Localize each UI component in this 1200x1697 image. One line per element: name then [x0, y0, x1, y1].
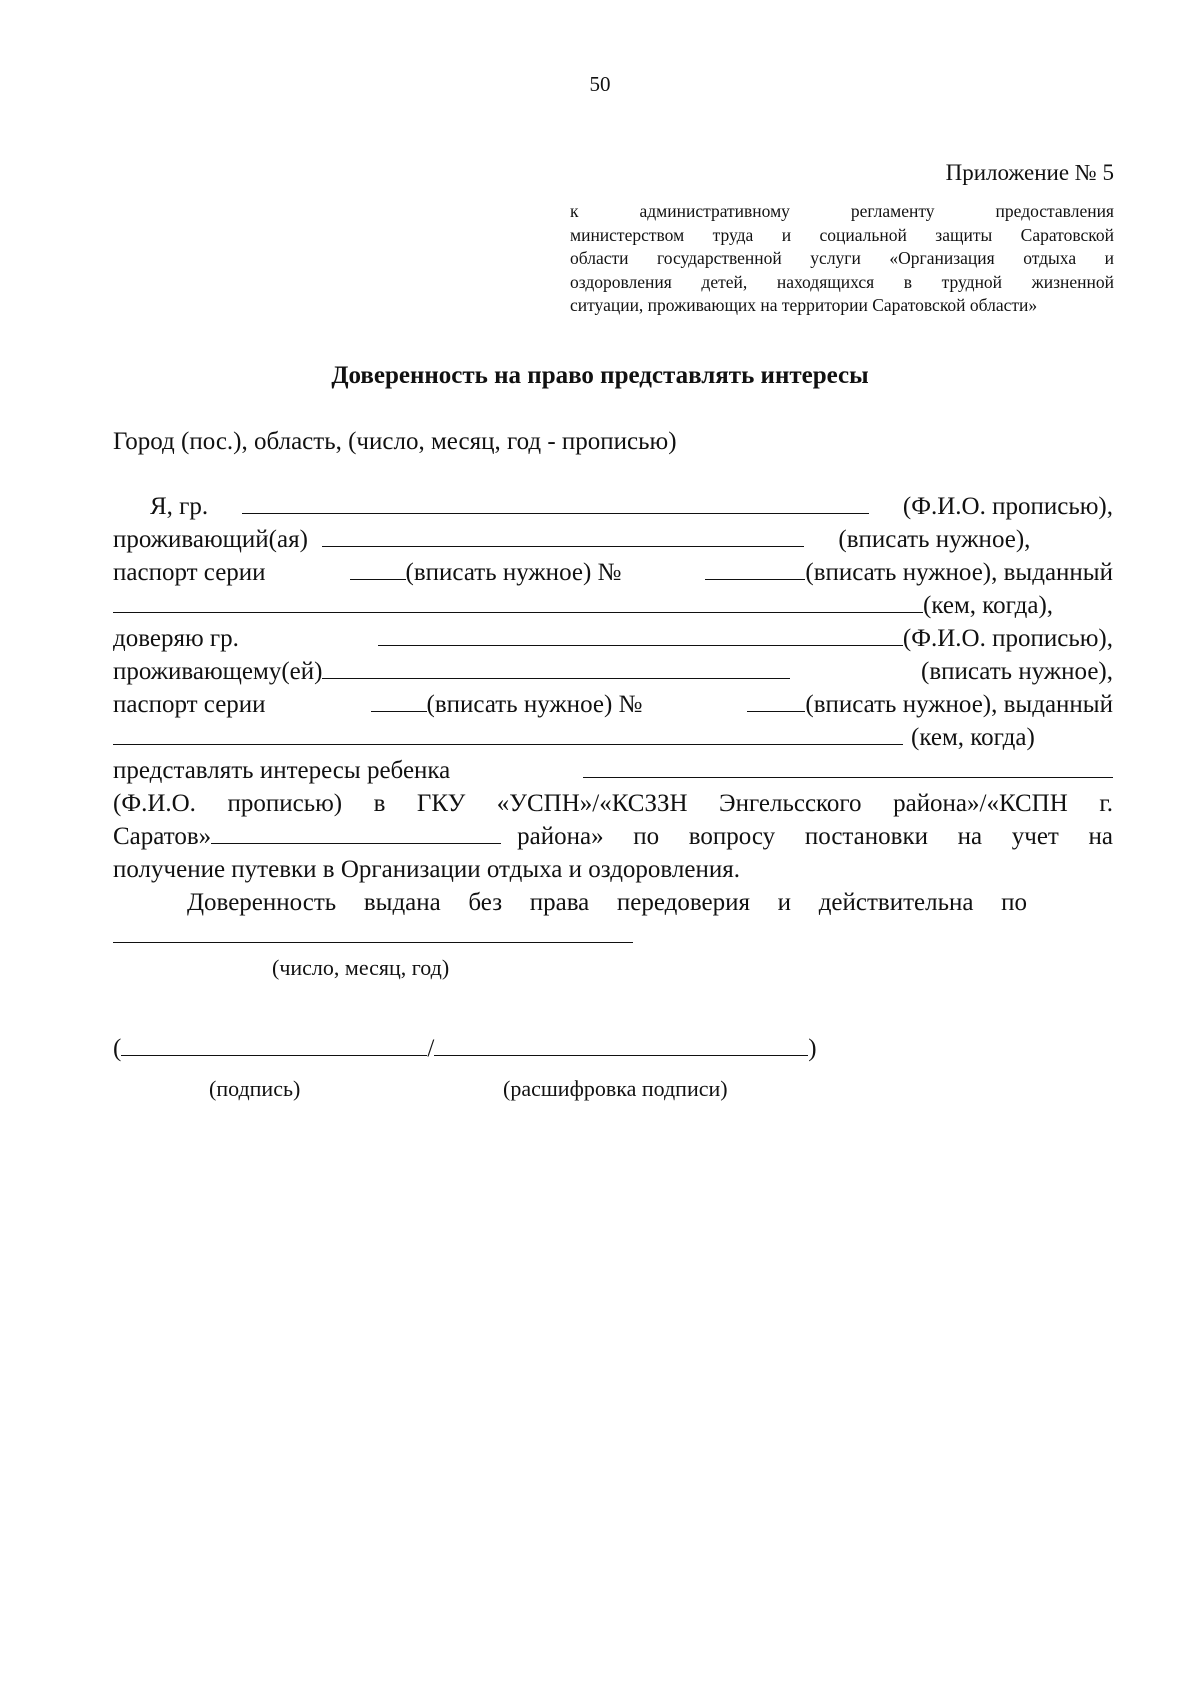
address-label: проживающий(ая) [113, 526, 308, 553]
form-line-institution: (Ф.И.О. прописью) в ГКУ «УСПН»/«КСЗЗН Энгельсского района»/«КСПН г. [113, 790, 1113, 817]
issued-by-hint: (кем, когда), [923, 592, 1054, 619]
agent-address-label: проживающему(ей) [113, 658, 323, 685]
address-hint: (вписать нужное), [838, 526, 1031, 553]
form-line-valid-until [113, 919, 1113, 952]
document-title: Доверенность на право представлять интересы [331, 362, 869, 389]
passport-number-field[interactable] [705, 557, 805, 580]
district-purpose-text: района» по вопросу постановки на учет на [517, 823, 1113, 850]
issued-hint: (вписать нужное), выданный [805, 559, 1113, 586]
signature-caption: (подпись) [209, 1076, 301, 1101]
principal-hint: (Ф.И.О. прописью), [902, 493, 1113, 520]
form-line-district [113, 820, 1113, 853]
signature-decode-field[interactable] [434, 1033, 808, 1056]
passport-label: паспорт серии [113, 559, 266, 586]
agent-issued-by-hint: (кем, когда) [911, 724, 1035, 751]
form-line-principal-issued [113, 589, 1113, 622]
child-name-field[interactable] [583, 755, 1113, 778]
agent-passport-label: паспорт серии [113, 691, 266, 718]
agent-address-hint: (вписать нужное), [921, 658, 1113, 685]
agent-series-hint: (вписать нужное) № [426, 691, 643, 718]
principal-address-field[interactable] [322, 524, 804, 547]
appendix-line: области государственной услуги «Организация отдыха и [570, 248, 1114, 268]
page-number: 50 [589, 72, 611, 96]
form-line-principal [113, 490, 1113, 523]
date-caption: (число, месяц, год) [272, 955, 450, 980]
agent-issued-by-field[interactable] [113, 722, 903, 745]
place-date-line: Город (пос.), область, (число, месяц, год - прописью) [113, 428, 677, 455]
form-line-agent-passport [113, 688, 1113, 721]
agent-address-field[interactable] [322, 656, 790, 679]
principal-label: Я, гр. [150, 493, 209, 520]
form-line-purpose: получение путевки в Организации отдыха и оздоровления. [113, 856, 740, 883]
appendix-line: министерством труда и социальной защиты Саратовской [570, 224, 1114, 245]
form-line-principal-address [113, 523, 1113, 556]
form-line-agent [113, 622, 1113, 655]
appendix-line: ситуации, проживающих на территории Саратовской области» [570, 295, 1038, 315]
form-line-agent-address [113, 655, 1113, 688]
agent-hint: (Ф.И.О. прописью), [902, 625, 1113, 652]
signature-open-paren: ( [113, 1035, 122, 1062]
saratov-label: Саратов» [113, 823, 212, 850]
district-field[interactable] [211, 821, 501, 844]
signature-block [113, 1032, 817, 1065]
appendix-line: оздоровления детей, находящихся в трудной жизненной [570, 271, 1114, 292]
agent-issued-hint: (вписать нужное), выданный [805, 691, 1113, 718]
validity-statement: Доверенность выдана без права передоверия и действительна по [187, 889, 1027, 916]
principal-name-field[interactable] [242, 491, 869, 514]
form-line-child [113, 754, 1113, 787]
passport-series-field[interactable] [350, 557, 406, 580]
appendix-reference [570, 200, 1114, 318]
agent-label: доверяю гр. [113, 625, 239, 652]
series-hint: (вписать нужное) № [405, 559, 622, 586]
form-line-principal-passport [113, 556, 1113, 589]
signature-close-paren: ) [808, 1035, 817, 1062]
form-line-agent-issued [113, 721, 1113, 754]
agent-passport-number-field[interactable] [747, 689, 805, 712]
principal-issued-by-field[interactable] [113, 590, 923, 613]
appendix-title: Приложение № 5 [945, 160, 1114, 185]
signature-decode-caption: (расшифровка подписи) [503, 1076, 728, 1101]
appendix-line: к административному регламенту предоставления [570, 201, 1114, 221]
signature-field[interactable] [121, 1033, 427, 1056]
signature-slash: / [427, 1035, 435, 1062]
child-label: представлять интересы ребенка [113, 757, 451, 784]
agent-name-field[interactable] [378, 623, 903, 646]
agent-passport-series-field[interactable] [371, 689, 427, 712]
valid-until-date-field[interactable] [113, 920, 633, 943]
